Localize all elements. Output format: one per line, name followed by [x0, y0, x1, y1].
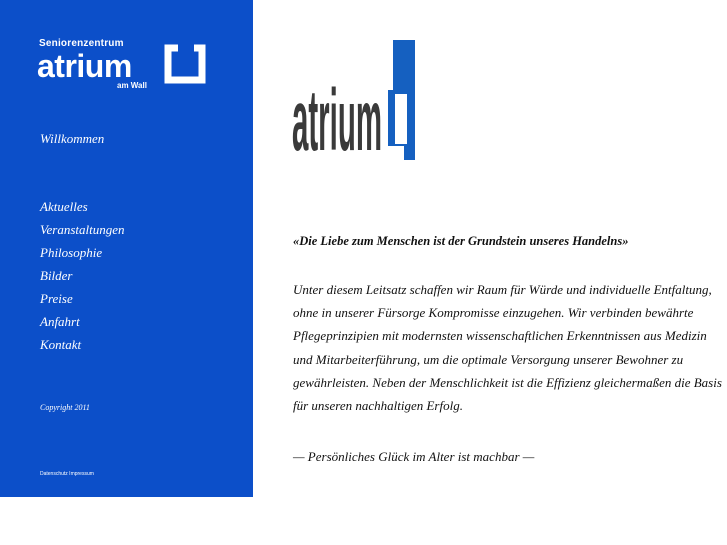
nav-welcome[interactable]: Willkommen	[40, 131, 105, 146]
nav-item-kontakt[interactable]: Kontakt	[40, 337, 82, 352]
logo-prefix: Seniorenzentrum	[39, 38, 124, 49]
intro-paragraph: Unter diesem Leitsatz schaffen wir Raum für Würde und individuelle Entfaltung, ohne in unserer Fürsorge Kompromisse einzugehen. Wir verbinden bewährte Pflegeprinzipien mit modernsten wissenschaftlichen Erkenntnissen aus Medizin und Mitarbeiterführung, um die optimale Versorgung unserer Bewohner zu gewährleisten. Neben der Menschlichkeit ist die Effizienz gleichermaßen die Basis für unseren nachhaltigen Erfolg.	[293, 282, 722, 414]
motto: — Persönliches Glück im Alter ist machbar —	[293, 449, 535, 464]
copyright: Copyright 2011	[40, 403, 90, 412]
sidebar	[0, 0, 253, 497]
imprint-link[interactable]: Datenschutz Impressum	[40, 471, 94, 477]
nav-item-preise[interactable]: Preise	[40, 291, 73, 306]
nav-item-philosophie[interactable]: Philosophie	[40, 245, 103, 260]
quote: «Die Liebe zum Menschen ist der Grundstein unseres Handelns»	[293, 234, 629, 248]
atrium-logo-image	[292, 38, 427, 190]
nav-item-bilder[interactable]: Bilder	[40, 268, 73, 283]
main-nav	[40, 199, 125, 360]
nav-item-veranstaltungen[interactable]: Veranstaltungen	[40, 222, 125, 237]
logo-name: atrium	[37, 48, 132, 84]
nav-item-anfahrt[interactable]: Anfahrt	[40, 314, 80, 329]
logo-square-icon	[164, 42, 208, 86]
atrium-logo-text: atrium	[292, 71, 382, 169]
logo-suffix: am Wall	[117, 81, 147, 90]
nav-item-aktuelles[interactable]: Aktuelles	[40, 199, 88, 214]
